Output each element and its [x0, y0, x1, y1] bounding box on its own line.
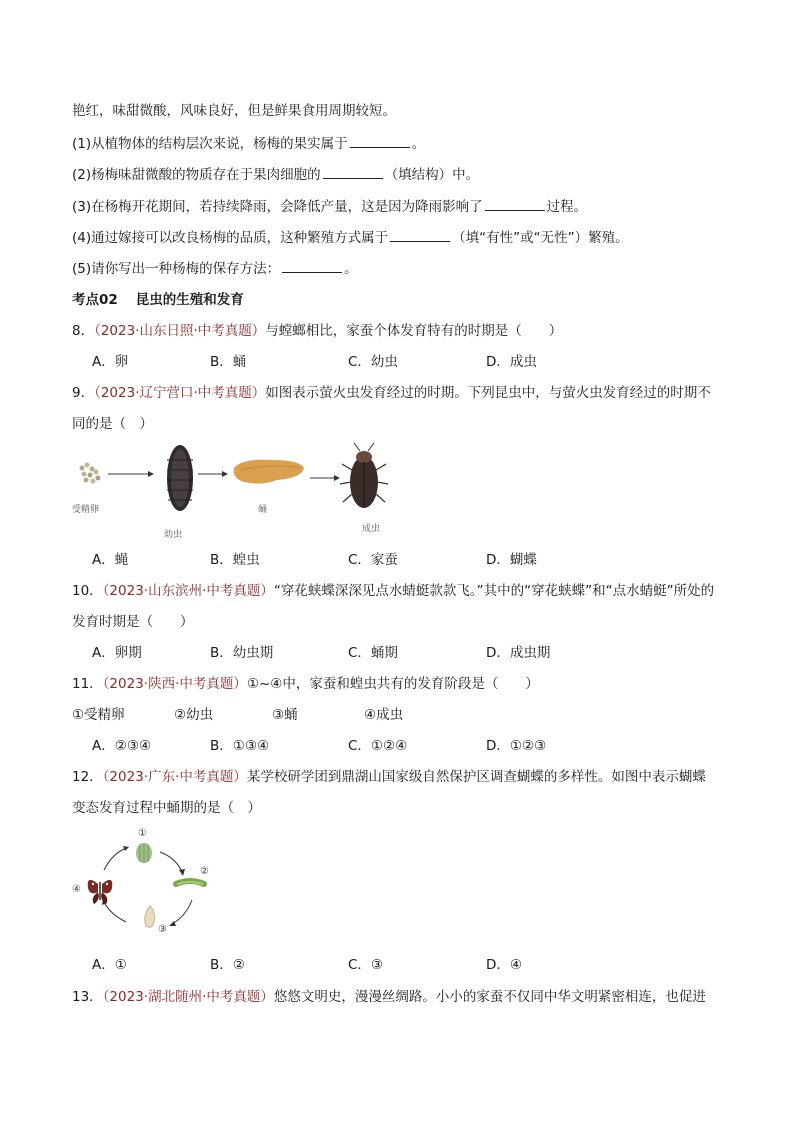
q7-sub-3: (3)在杨梅开花期间，若持续降雨，会降低产量，这是因为降雨影响了 过程。: [72, 196, 587, 217]
label-2: ②: [200, 866, 209, 877]
arrow-icon: [198, 471, 228, 477]
answer-blank[interactable]: [282, 258, 342, 273]
arrow-icon: [172, 900, 192, 924]
q12-stem-cont: 变态发育过程中蛹期的是（ ）: [72, 800, 261, 816]
stage-1: ①受精卵: [72, 707, 125, 723]
q13-stem: 13．（2023·湖北随州·中考真题）悠悠文明史，漫漫丝绸路。小小的家蚕不仅同中华文明紧密相连，也促进: [72, 989, 706, 1005]
firefly-life-cycle-figure: [72, 440, 402, 545]
caption-adult: 成虫: [362, 524, 381, 534]
stage-3: ③蛹: [272, 707, 298, 723]
option-b[interactable]: B．②: [210, 957, 245, 973]
stage-2: ②幼虫: [174, 707, 214, 723]
source-tag: （2023·山东日照·中考真题）: [94, 323, 266, 339]
arrow-icon: [310, 475, 340, 481]
option-d[interactable]: D．④: [486, 957, 522, 973]
source-tag: （2023·广东·中考真题）: [102, 769, 247, 785]
option-d[interactable]: D．成虫期: [486, 645, 551, 661]
option-a[interactable]: A．卵期: [92, 645, 142, 661]
butterfly-cycle-diagram: [72, 826, 222, 944]
q9-stem: 9．（2023·辽宁营口·中考真题）如图表示萤火虫发育经过的时期。下列昆虫中，与萤火虫发育经过的时期不: [72, 385, 711, 401]
butterfly-life-cycle-figure: [72, 826, 222, 944]
q12-stem: 12．（2023·广东·中考真题）某学校研学团到鼎湖山国家级自然保护区调查蝴蝶的多样性。如图中表示蝴蝶: [72, 769, 706, 785]
caption-pupa: 蛹: [258, 505, 268, 515]
option-d[interactable]: D．成虫: [486, 354, 537, 370]
q11-stem: 11．（2023·陕西·中考真题）①~④中，家蚕和蝗虫共有的发育阶段是（ ）: [72, 676, 539, 692]
source-tag: （2023·山东滨州·中考真题）: [102, 583, 274, 599]
source-tag: （2023·湖北随州·中考真题）: [102, 989, 274, 1005]
q7-sub-2: (2)杨梅味甜微酸的物质存在于果肉细胞的 （填结构）中。: [72, 164, 479, 185]
q7-sub-4: (4)通过嫁接可以改良杨梅的品质，这种繁殖方式属于 （填“有性”或“无性”）繁殖。: [72, 227, 629, 248]
answer-blank[interactable]: [323, 164, 383, 179]
option-b[interactable]: B．蛹: [210, 354, 247, 370]
stage-4: ④成虫: [364, 707, 404, 723]
option-b[interactable]: B．①③④: [210, 738, 270, 754]
option-c[interactable]: C．①②④: [348, 738, 408, 754]
label-4: ④: [72, 884, 81, 895]
larva-icon: [167, 445, 193, 511]
q10-stem: 10．（2023·山东滨州·中考真题）“穿花蛱蝶深深见点水蜻蜓款款飞。”其中的“穿花蛱蝶”和“点水蜻蜓”所处的: [72, 583, 715, 599]
answer-blank[interactable]: [390, 227, 450, 242]
option-d[interactable]: D．蝴蝶: [486, 552, 537, 568]
option-c[interactable]: C．蛹期: [348, 645, 398, 661]
adult-firefly-icon: [340, 443, 388, 508]
option-c[interactable]: C．幼虫: [348, 354, 398, 370]
pupa-icon: [234, 460, 304, 484]
option-c[interactable]: C．家蚕: [348, 552, 398, 568]
butterfly-icon: [88, 880, 113, 904]
arrow-icon: [108, 471, 154, 477]
q7-sub-5: (5)请你写出一种杨梅的保存方法： 。: [72, 258, 358, 279]
caterpillar-icon: [176, 881, 204, 884]
q7-sub-1: (1)从植物体的结构层次来说，杨梅的果实属于 。: [72, 133, 425, 154]
label-3: ③: [158, 924, 167, 935]
option-c[interactable]: C．③: [348, 957, 384, 973]
source-tag: （2023·陕西·中考真题）: [102, 676, 247, 692]
label-1: ①: [138, 828, 147, 839]
caption-egg: 受精卵: [72, 505, 100, 515]
option-a[interactable]: A．卵: [92, 354, 129, 370]
answer-blank[interactable]: [350, 133, 410, 148]
source-tag: （2023·辽宁营口·中考真题）: [94, 385, 266, 401]
arrow-icon: [104, 902, 126, 922]
arrow-icon: [160, 852, 182, 872]
caption-larva: 幼虫: [164, 530, 183, 540]
chrysalis-icon: [145, 906, 155, 927]
option-a[interactable]: A．蝇: [92, 552, 129, 568]
q9-stem-cont: 同的是（ ）: [72, 416, 153, 432]
arrow-icon: [104, 848, 126, 870]
option-b[interactable]: B．蝗虫: [210, 552, 260, 568]
option-b[interactable]: B．幼虫期: [210, 645, 274, 661]
q8-stem: 8．（2023·山东日照·中考真题）与螳螂相比，家蚕个体发育特有的时期是（ ）: [72, 323, 563, 339]
q7-intro: 艳红，味甜微酸，风味良好，但是鲜果食用周期较短。: [72, 103, 396, 119]
answer-blank[interactable]: [485, 196, 545, 211]
section-heading: 考点02 昆虫的生殖和发育: [72, 292, 244, 308]
option-a[interactable]: A．②③④: [92, 738, 152, 754]
butterfly-egg-icon: [136, 843, 152, 863]
egg-cluster-icon: [80, 463, 101, 484]
firefly-diagram: [72, 440, 402, 545]
q10-stem-cont: 发育时期是（ ）: [72, 614, 194, 630]
option-d[interactable]: D．①②③: [486, 738, 547, 754]
option-a[interactable]: A．①: [92, 957, 127, 973]
